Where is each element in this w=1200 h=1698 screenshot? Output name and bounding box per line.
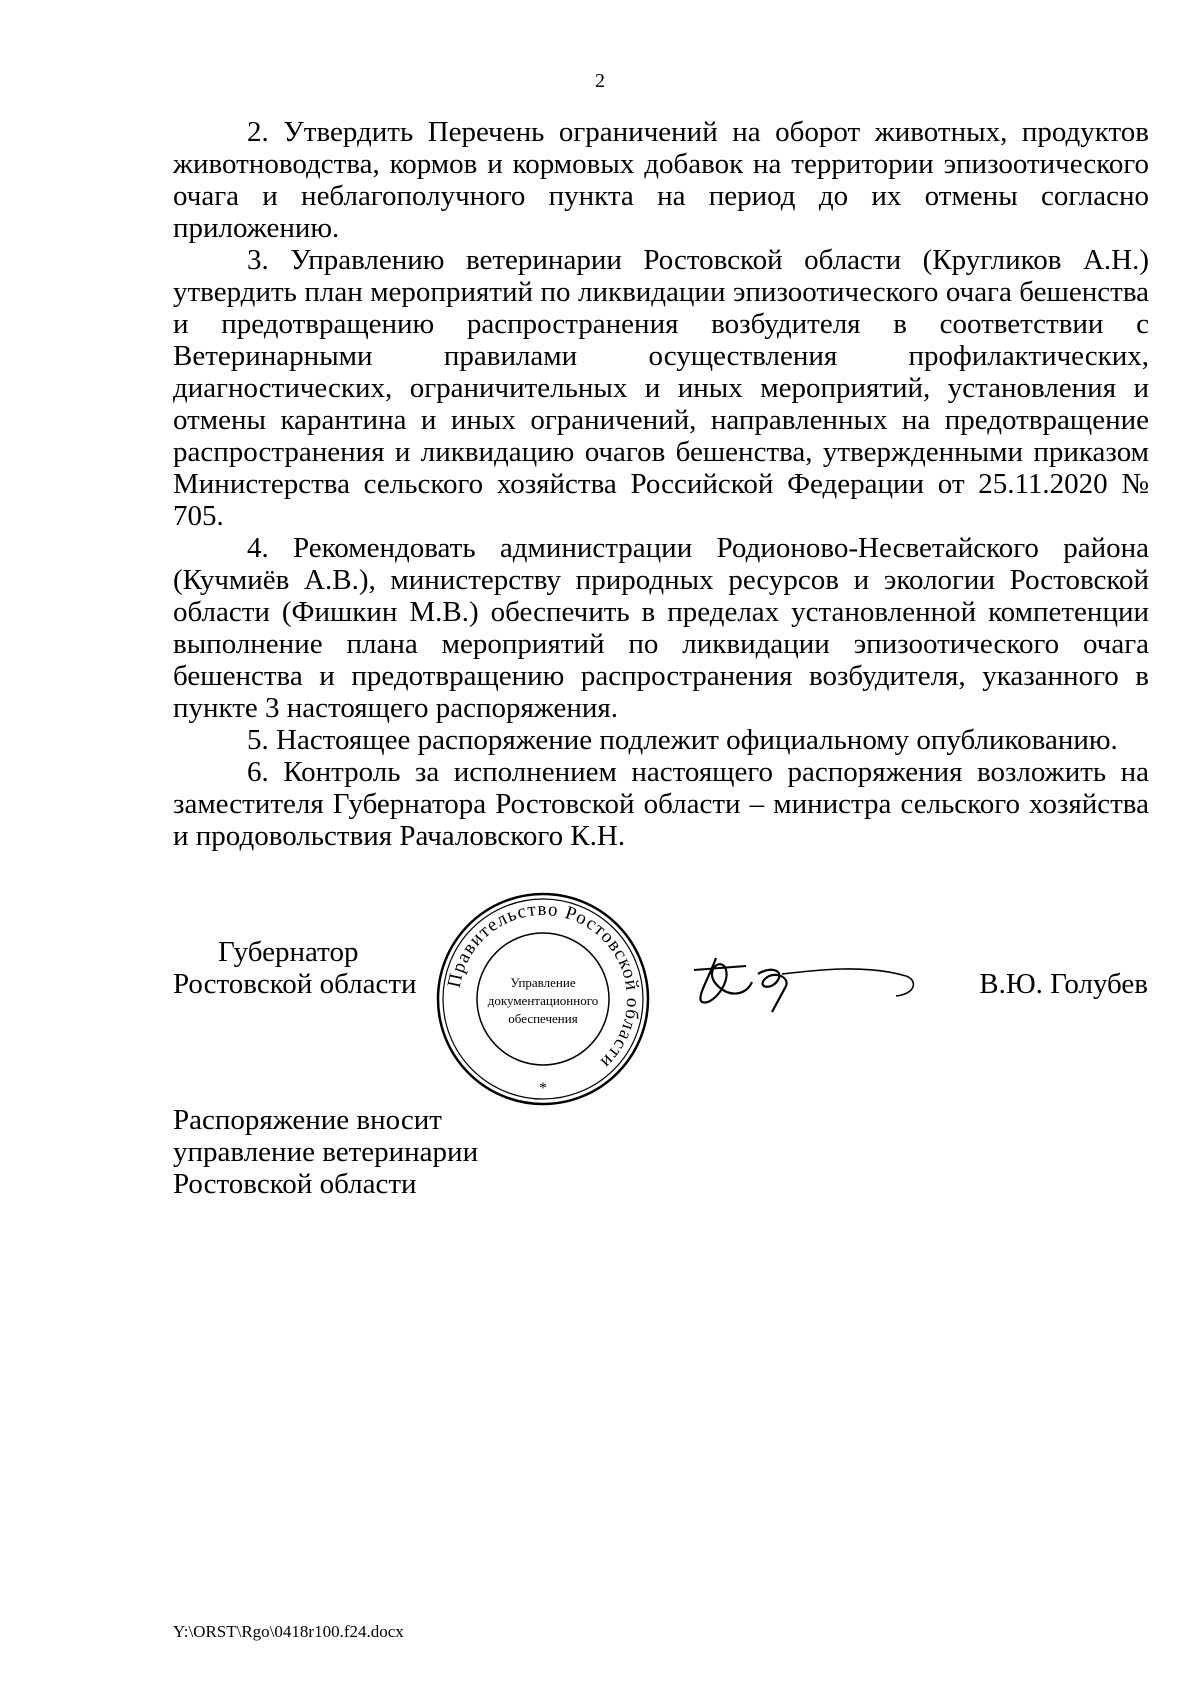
governor-title <box>173 936 417 1000</box>
submitter-block <box>173 1104 478 1200</box>
seal-outer-text: Правительство Ростовской области <box>443 898 644 1074</box>
submitter-line3: Ростовской области <box>173 1168 417 1200</box>
paragraph-2: 2. Утвердить Перечень ограничений на оборот животных, продуктов животноводства, кормов и кормовых добавок на территории эпизоотического очага и неблагополучного пункта на период до их отмены согласно приложению. <box>173 116 1149 244</box>
paragraph-6: 6. Контроль за исполнением настоящего распоряжения возложить на заместителя Губернатора Ростовской области – министра сельского хозяйства и продовольствия Рачаловского К.Н. <box>173 756 1149 852</box>
page-number: 2 <box>595 70 605 92</box>
handwritten-signature <box>686 940 926 1020</box>
seal-inner-line3: обеспечения <box>508 1011 578 1026</box>
governor-title-line1: Губернатор <box>218 936 359 968</box>
paragraph-5: 5. Настоящее распоряжение подлежит официальному опубликованию. <box>247 724 1118 756</box>
seal-inner-line1: Управление <box>510 975 576 990</box>
seal-star: * <box>539 1080 547 1097</box>
submitter-line1: Распоряжение вносит <box>173 1104 442 1136</box>
document-body <box>173 116 1149 852</box>
official-seal <box>434 890 652 1108</box>
seal-inner-line2: документационного <box>487 993 599 1008</box>
paragraph-4: 4. Рекомендовать администрации Родионово-Несветайского района (Кучмиёв А.В.), министерству природных ресурсов и экологии Ростовской области (Фишкин М.В.) обеспечить в пределах установленной компетенции выполнение плана мероприятий по ликвидации эпизоотического очага бешенства и предотвращению распространения возбудителя, указанного в пункте 3 настоящего распоряжения. <box>173 532 1149 724</box>
submitter-line2: управление ветеринарии <box>173 1136 479 1168</box>
governor-title-line2: Ростовской области <box>173 968 417 1000</box>
paragraph-3: 3. Управлению ветеринарии Ростовской области (Кругликов А.Н.) утвердить план мероприятий по ликвидации эпизоотического очага бешенства и предотвращению распространения возбудителя в соответствии с Ветеринарными правилами осуществления профилактических, диагностических, ограничительных и иных мероприятий, установления и отмены карантина и иных ограничений, направленных на предотвращение распространения и ликвидацию очагов бешенства, утвержденными приказом Министерства сельского хозяйства Российской Федерации от 25.11.2020 № 705. <box>173 244 1149 532</box>
governor-name: В.Ю. Голубев <box>979 968 1148 1000</box>
file-path-footer: Y:\ORST\Rgo\0418r100.f24.docx <box>173 1622 404 1641</box>
